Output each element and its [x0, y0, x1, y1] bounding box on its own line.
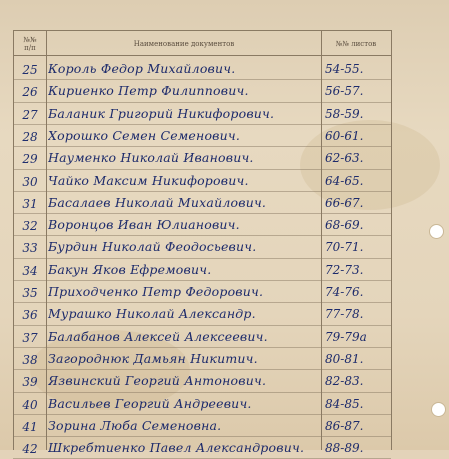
row-line [13, 302, 391, 303]
row-line [13, 347, 391, 348]
sheet-range: 60-61. [325, 128, 364, 143]
row-line [13, 102, 391, 103]
row-number: 32 [22, 219, 38, 234]
row-number: 37 [22, 330, 38, 345]
row-number: 31 [22, 196, 38, 211]
document-name: Зорина Люба Семеновна. [48, 417, 222, 433]
sheet-range: 88-89. [325, 441, 364, 456]
document-name: Загороднюк Дамьян Никитич. [48, 350, 258, 366]
row-number: 40 [22, 397, 38, 412]
document-name: Баланик Григорий Никифорович. [48, 105, 275, 121]
document-name: Приходченко Петр Федорович. [48, 284, 264, 299]
sheet-range: 68-69. [325, 218, 364, 233]
row-number: 30 [22, 174, 38, 189]
row-line [13, 258, 391, 259]
row-line [13, 436, 391, 437]
document-name: Язвинский Георгий Антонович. [48, 373, 267, 389]
document-name: Хорошко Семен Семенович. [48, 127, 241, 143]
row-number: 28 [22, 129, 38, 144]
sheet-range: 62-63. [325, 151, 364, 166]
num-header-bottom: п/п [24, 44, 36, 52]
row-number: 27 [22, 107, 38, 122]
row-number: 41 [22, 419, 38, 434]
sheet-range: 80-81. [325, 351, 364, 366]
row-number: 36 [22, 308, 38, 323]
document-name: Басалаев Николай Михайлович. [48, 194, 267, 210]
sheet-range: 58-59. [325, 106, 364, 121]
sheet-range: 84-85. [325, 396, 364, 411]
row-line [13, 213, 391, 214]
row-number: 33 [22, 241, 38, 256]
document-name: Шкребтиенко Павел Александрович. [48, 440, 305, 456]
document-name: Васильев Георгий Андреевич. [48, 395, 252, 411]
document-name: Мурашко Николай Александр. [48, 306, 256, 322]
column-divider [13, 30, 14, 450]
sheet-range: 82-83. [325, 374, 364, 389]
sheet-range: 64-65. [325, 173, 364, 188]
document-name: Кириенко Петр Филиппович. [48, 83, 249, 99]
row-number: 42 [22, 442, 38, 457]
column-divider [321, 30, 322, 450]
sheet-range: 86-87. [325, 418, 364, 433]
punch-hole [431, 402, 446, 417]
document-name: Бакун Яков Ефремович. [48, 261, 212, 277]
punch-hole [429, 224, 444, 239]
row-number: 35 [22, 286, 38, 300]
table-top-border [13, 30, 391, 31]
sheet-range: 70-71. [325, 240, 364, 255]
num-header-top: №№ [23, 36, 37, 44]
row-line [13, 369, 391, 370]
row-line [13, 79, 391, 80]
column-divider [391, 30, 392, 450]
row-line [13, 414, 391, 415]
sheets-header: №№ листов [335, 40, 377, 48]
row-line [13, 146, 391, 147]
document-name: Чайко Максим Никифорович. [48, 172, 249, 188]
row-line [13, 325, 391, 326]
document-name: Король Федор Михайлович. [48, 61, 236, 76]
sheet-range: 79-79а [325, 329, 367, 344]
row-line [13, 392, 391, 393]
document-name: Воронцов Иван Юлианович. [48, 217, 240, 233]
row-number: 25 [22, 63, 38, 77]
row-line [13, 280, 391, 281]
row-line [13, 191, 391, 192]
sheet-range: 77-78. [325, 307, 364, 322]
row-line [13, 124, 391, 125]
sheet-range: 74-76. [325, 285, 364, 299]
document-name: Балабанов Алексей Алексеевич. [48, 328, 268, 344]
row-number: 34 [22, 263, 38, 278]
column-divider [46, 30, 47, 450]
row-line [13, 235, 391, 236]
row-number: 39 [22, 375, 38, 390]
header-divider [13, 55, 391, 56]
document-name: Науменко Николай Иванович. [48, 150, 254, 166]
row-number: 29 [22, 152, 38, 167]
sheet-range: 56-57. [325, 84, 364, 99]
sheet-range: 54-55. [325, 62, 364, 76]
document-name: Бурдин Николай Феодосьевич. [48, 239, 257, 255]
sheet-range: 72-73. [325, 262, 364, 277]
row-number: 26 [22, 85, 38, 100]
row-number: 38 [22, 352, 38, 367]
sheet-range: 66-67. [325, 195, 364, 210]
row-line [13, 169, 391, 170]
docs-header: Наименование документов [133, 40, 235, 48]
